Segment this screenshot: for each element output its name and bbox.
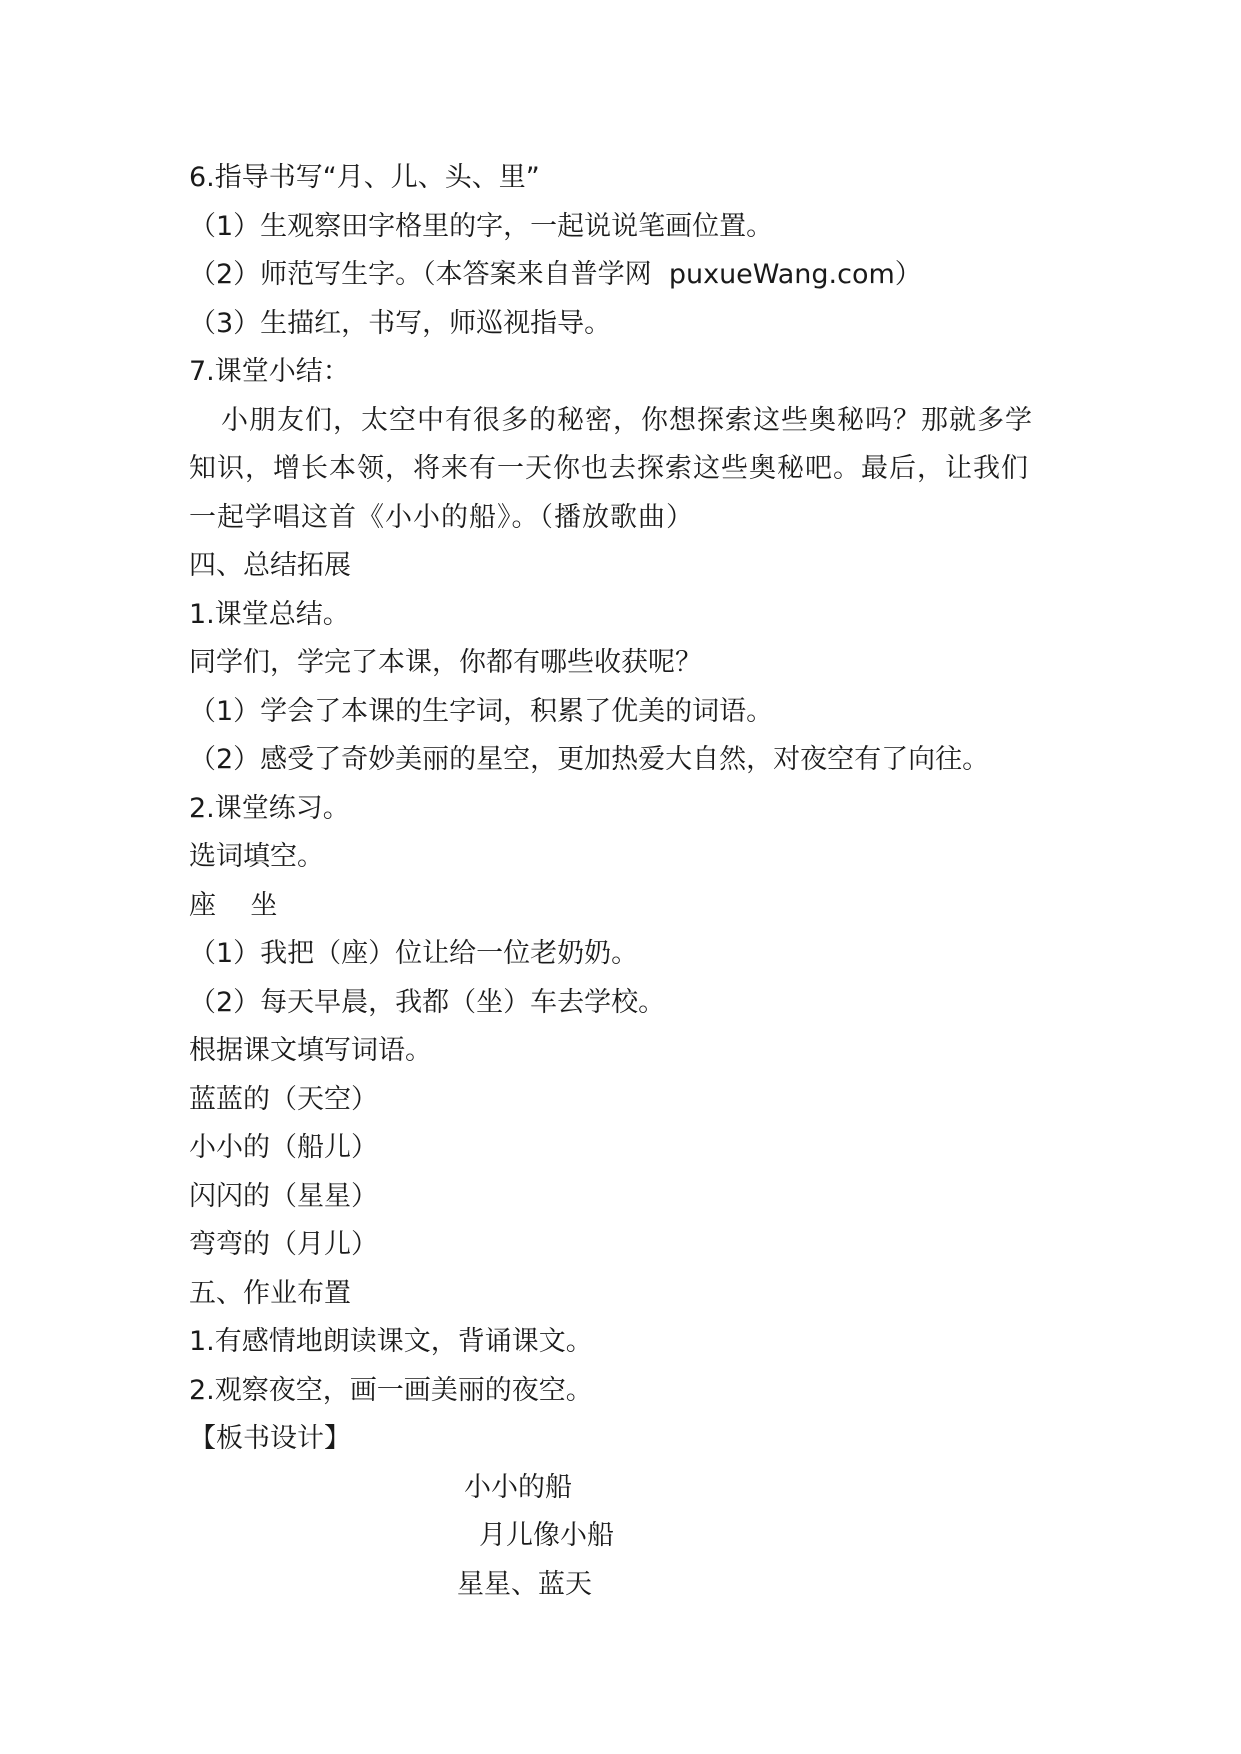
text-line: 弯弯的（月儿） [189,1229,378,1260]
text-line: 2.观察夜空，画一画美丽的夜空。 [189,1374,593,1406]
text-line: （1）学会了本课的生字词，积累了优美的词语。 [189,695,774,727]
text-line: 2.课堂练习。 [189,792,350,824]
text-line: 根据课文填写词语。 [189,1035,432,1066]
text-line: （1）我把（座）位让给一位老奶奶。 [189,938,639,969]
text-line: 选词填空。 [189,841,324,872]
board-title: 小小的船 [464,1471,572,1503]
text-line: 蓝蓝的（天空） [189,1083,378,1115]
text-line: （3）生描红，书写，师巡视指导。 [189,307,612,339]
document-content [189,154,1049,1609]
text-line: 1.课堂总结。 [189,598,350,630]
text-line: 6.指导书写“月、儿、头、里” [189,162,540,193]
board-line: 月儿像小船 [479,1520,614,1551]
summary-paragraph: 小朋友们，太空中有很多的秘密，你想探索这些奥秘吗？那就多学知识，增长本领，将来有一天你也去探索这些奥秘吧。最后，让我们一起学唱这首《小小的船》。（播放歌曲） [189,404,1033,533]
text-line: 闪闪的（星星） [189,1180,378,1212]
section-heading: 四、总结拓展 [189,550,351,581]
text-line: （2）每天早晨，我都（坐）车去学校。 [189,986,666,1018]
text-line: 【板书设计】 [189,1423,351,1454]
text-line: （2）感受了奇妙美丽的星空，更加热爱大自然，对夜空有了向往。 [189,744,990,775]
text-line: 7.课堂小结： [189,356,350,387]
section-heading: 五、作业布置 [189,1277,351,1309]
board-line: 星星、蓝天 [457,1568,592,1600]
text-line: （2）师范写生字。（本答案来自普学网 puxueWang.com） [189,259,922,290]
text-line: 同学们，学完了本课，你都有哪些收获呢？ [189,647,702,678]
text-line: 1.有感情地朗读课文，背诵课文。 [189,1326,593,1357]
text-line: 座 坐 [189,889,278,921]
text-line: 小小的（船儿） [189,1132,378,1163]
text-line: （1）生观察田字格里的字，一起说说笔画位置。 [189,210,774,242]
